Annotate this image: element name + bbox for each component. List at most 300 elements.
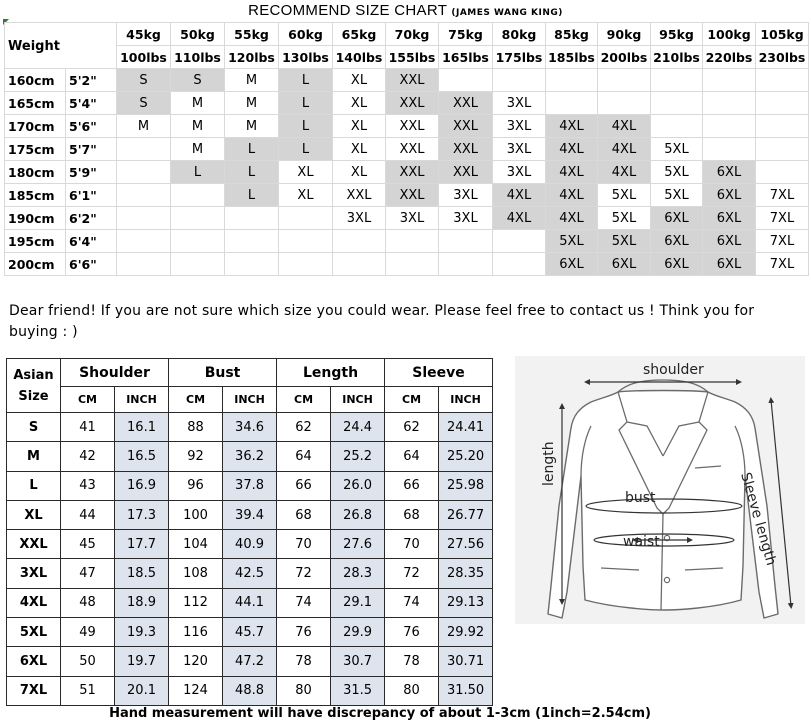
kg-header: 75kg bbox=[439, 23, 493, 46]
size-cell: L bbox=[171, 161, 225, 184]
length-label: length bbox=[541, 441, 557, 486]
size-cell: L bbox=[279, 69, 333, 92]
size-cell: L bbox=[279, 92, 333, 115]
size-cell: M bbox=[225, 115, 279, 138]
measurement-value: 104 bbox=[169, 530, 223, 559]
size-name: 4XL bbox=[7, 588, 61, 617]
measurement-value: 27.6 bbox=[331, 530, 385, 559]
size-chart-row bbox=[5, 92, 809, 115]
measurement-row bbox=[7, 618, 493, 647]
height-ft: 5'6" bbox=[66, 115, 117, 138]
chart-title bbox=[0, 0, 811, 22]
size-cell: XXL bbox=[333, 184, 386, 207]
measurement-value: 68 bbox=[277, 500, 331, 529]
lbs-header: 140lbs bbox=[333, 46, 386, 69]
measurement-value: 17.3 bbox=[115, 500, 169, 529]
size-cell: 7XL bbox=[756, 230, 809, 253]
measurement-row bbox=[7, 647, 493, 676]
measurement-value: 120 bbox=[169, 647, 223, 676]
size-chart-row bbox=[5, 207, 809, 230]
height-ft: 6'1" bbox=[66, 184, 117, 207]
size-cell bbox=[386, 230, 439, 253]
measurement-value: 68 bbox=[385, 500, 439, 529]
height-cm: 175cm bbox=[5, 138, 66, 161]
size-cell: 4XL bbox=[493, 207, 546, 230]
size-cell bbox=[703, 92, 756, 115]
size-cell bbox=[439, 69, 493, 92]
size-cell: S bbox=[117, 69, 171, 92]
height-ft: 5'2" bbox=[66, 69, 117, 92]
height-cm: 195cm bbox=[5, 230, 66, 253]
size-cell: 3XL bbox=[386, 207, 439, 230]
size-cell bbox=[493, 69, 546, 92]
size-cell: 5XL bbox=[651, 184, 703, 207]
height-ft: 6'6" bbox=[66, 253, 117, 276]
kg-header: 50kg bbox=[171, 23, 225, 46]
shoulder-inch-header: INCH bbox=[115, 387, 169, 413]
size-chart-row bbox=[5, 184, 809, 207]
size-cell: 3XL bbox=[333, 207, 386, 230]
size-cell: L bbox=[279, 138, 333, 161]
measurement-value: 16.5 bbox=[115, 442, 169, 471]
size-name: 5XL bbox=[7, 618, 61, 647]
size-cell: 4XL bbox=[598, 161, 651, 184]
jacket-measurement-diagram bbox=[515, 356, 805, 624]
size-chart-row bbox=[5, 115, 809, 138]
size-cell: XXL bbox=[386, 115, 439, 138]
height-cm: 165cm bbox=[5, 92, 66, 115]
measurement-row bbox=[7, 471, 493, 500]
size-cell bbox=[598, 69, 651, 92]
measurement-value: 80 bbox=[385, 676, 439, 705]
lbs-header: 155lbs bbox=[386, 46, 439, 69]
size-cell bbox=[651, 69, 703, 92]
measurement-value: 100 bbox=[169, 500, 223, 529]
measurement-value: 29.13 bbox=[439, 588, 493, 617]
kg-header: 55kg bbox=[225, 23, 279, 46]
measurement-value: 25.2 bbox=[331, 442, 385, 471]
size-cell: L bbox=[225, 184, 279, 207]
lbs-header: 110lbs bbox=[171, 46, 225, 69]
measurement-value: 30.7 bbox=[331, 647, 385, 676]
contact-note: Dear friend! If you are not sure which size you could wear. Please feel free to contact us ! Think you for buying : ) bbox=[9, 303, 755, 340]
size-cell bbox=[333, 253, 386, 276]
sleeve-inch-header: INCH bbox=[439, 387, 493, 413]
measurement-value: 116 bbox=[169, 618, 223, 647]
measurement-value: 51 bbox=[61, 676, 115, 705]
height-ft: 5'4" bbox=[66, 92, 117, 115]
height-cm: 160cm bbox=[5, 69, 66, 92]
size-cell bbox=[386, 253, 439, 276]
size-cell: 6XL bbox=[703, 207, 756, 230]
measurement-value: 28.35 bbox=[439, 559, 493, 588]
measurement-value: 92 bbox=[169, 442, 223, 471]
measurement-value: 76 bbox=[385, 618, 439, 647]
measurement-value: 25.98 bbox=[439, 471, 493, 500]
measurement-value: 30.71 bbox=[439, 647, 493, 676]
measurement-value: 64 bbox=[385, 442, 439, 471]
measurement-value: 50 bbox=[61, 647, 115, 676]
size-cell bbox=[651, 115, 703, 138]
size-cell: M bbox=[117, 115, 171, 138]
lbs-header: 100lbs bbox=[117, 46, 171, 69]
lbs-header: 230lbs bbox=[756, 46, 809, 69]
size-cell: 5XL bbox=[546, 230, 598, 253]
measurement-value: 19.7 bbox=[115, 647, 169, 676]
size-cell bbox=[225, 207, 279, 230]
measurement-value: 16.9 bbox=[115, 471, 169, 500]
jacket-illustration bbox=[515, 356, 805, 624]
size-cell: S bbox=[117, 92, 171, 115]
shoulder-header: Shoulder bbox=[61, 359, 169, 387]
kg-header: 100kg bbox=[703, 23, 756, 46]
measurement-value: 47 bbox=[61, 559, 115, 588]
size-cell bbox=[171, 184, 225, 207]
kg-header: 95kg bbox=[651, 23, 703, 46]
size-cell: 6XL bbox=[651, 253, 703, 276]
size-cell bbox=[493, 230, 546, 253]
size-cell bbox=[546, 69, 598, 92]
measurement-value: 49 bbox=[61, 618, 115, 647]
size-cell bbox=[171, 207, 225, 230]
measurement-value: 25.20 bbox=[439, 442, 493, 471]
lbs-header: 185lbs bbox=[546, 46, 598, 69]
chart-title-brand: (JAMES WANG KING) bbox=[451, 8, 563, 18]
lbs-header: 120lbs bbox=[225, 46, 279, 69]
size-cell: 4XL bbox=[546, 207, 598, 230]
kg-header: 105kg bbox=[756, 23, 809, 46]
lbs-header: 220lbs bbox=[703, 46, 756, 69]
size-cell: L bbox=[225, 161, 279, 184]
size-cell: 4XL bbox=[546, 115, 598, 138]
size-cell: XL bbox=[333, 115, 386, 138]
size-cell bbox=[117, 138, 171, 161]
measurement-row bbox=[7, 530, 493, 559]
kg-header: 70kg bbox=[386, 23, 439, 46]
measurement-value: 43 bbox=[61, 471, 115, 500]
size-cell: 5XL bbox=[651, 161, 703, 184]
size-cell bbox=[279, 207, 333, 230]
measurement-value: 72 bbox=[277, 559, 331, 588]
sleeve-cm-header: CM bbox=[385, 387, 439, 413]
size-cell bbox=[703, 138, 756, 161]
size-name: M bbox=[7, 442, 61, 471]
measurement-value: 74 bbox=[277, 588, 331, 617]
kg-header: 90kg bbox=[598, 23, 651, 46]
size-cell: XL bbox=[333, 161, 386, 184]
lbs-header: 130lbs bbox=[279, 46, 333, 69]
measurement-row bbox=[7, 413, 493, 442]
size-cell: 3XL bbox=[439, 184, 493, 207]
size-cell bbox=[756, 161, 809, 184]
measurement-value: 40.9 bbox=[223, 530, 277, 559]
size-name: 7XL bbox=[7, 676, 61, 705]
measurement-value: 42.5 bbox=[223, 559, 277, 588]
size-cell: XL bbox=[333, 69, 386, 92]
height-ft: 5'9" bbox=[66, 161, 117, 184]
measurement-value: 41 bbox=[61, 413, 115, 442]
measurement-value: 31.50 bbox=[439, 676, 493, 705]
size-cell bbox=[493, 253, 546, 276]
measurement-value: 28.3 bbox=[331, 559, 385, 588]
measurement-value: 42 bbox=[61, 442, 115, 471]
size-cell: XXL bbox=[386, 92, 439, 115]
size-cell: XXL bbox=[386, 69, 439, 92]
size-cell: XXL bbox=[439, 138, 493, 161]
size-cell: XXL bbox=[439, 161, 493, 184]
size-name: XXL bbox=[7, 530, 61, 559]
sleeve-header: Sleeve bbox=[385, 359, 493, 387]
size-chart-row bbox=[5, 253, 809, 276]
measurement-value: 26.0 bbox=[331, 471, 385, 500]
size-cell: 6XL bbox=[651, 207, 703, 230]
size-cell bbox=[703, 69, 756, 92]
size-cell: 6XL bbox=[598, 253, 651, 276]
measurement-value: 29.9 bbox=[331, 618, 385, 647]
size-cell bbox=[117, 230, 171, 253]
measurement-row bbox=[7, 500, 493, 529]
measurement-value: 80 bbox=[277, 676, 331, 705]
shoulder-cm-header: CM bbox=[61, 387, 115, 413]
size-name: L bbox=[7, 471, 61, 500]
measurement-value: 45.7 bbox=[223, 618, 277, 647]
size-cell bbox=[225, 230, 279, 253]
bust-header: Bust bbox=[169, 359, 277, 387]
length-cm-header: CM bbox=[277, 387, 331, 413]
height-ft: 5'7" bbox=[66, 138, 117, 161]
shoulder-label: shoulder bbox=[643, 362, 704, 378]
size-cell: M bbox=[171, 138, 225, 161]
size-chart-row bbox=[5, 230, 809, 253]
height-cm: 190cm bbox=[5, 207, 66, 230]
bust-inch-header: INCH bbox=[223, 387, 277, 413]
waist-label: waist bbox=[623, 534, 660, 550]
measurement-value: 70 bbox=[277, 530, 331, 559]
lbs-header-row bbox=[5, 46, 809, 69]
size-cell: 5XL bbox=[598, 230, 651, 253]
size-cell: 5XL bbox=[651, 138, 703, 161]
size-cell: 6XL bbox=[703, 161, 756, 184]
measurement-value: 48 bbox=[61, 588, 115, 617]
lbs-header: 200lbs bbox=[598, 46, 651, 69]
measurement-value: 31.5 bbox=[331, 676, 385, 705]
size-cell: 5XL bbox=[598, 184, 651, 207]
size-cell: 3XL bbox=[493, 161, 546, 184]
size-cell bbox=[279, 253, 333, 276]
size-cell bbox=[756, 115, 809, 138]
sleeve-length-label: Sleeve length bbox=[737, 470, 779, 568]
measurement-value: 34.6 bbox=[223, 413, 277, 442]
measurement-value: 108 bbox=[169, 559, 223, 588]
kg-header-row bbox=[5, 23, 809, 46]
size-cell bbox=[546, 92, 598, 115]
asian-size-header: Asian Size bbox=[7, 359, 61, 413]
size-cell: XL bbox=[333, 138, 386, 161]
size-cell bbox=[333, 230, 386, 253]
bust-label: bust bbox=[625, 490, 656, 506]
size-cell: 7XL bbox=[756, 207, 809, 230]
size-cell: XXL bbox=[386, 161, 439, 184]
measurement-value: 74 bbox=[385, 588, 439, 617]
kg-header: 85kg bbox=[546, 23, 598, 46]
kg-header: 65kg bbox=[333, 23, 386, 46]
size-chart-row bbox=[5, 161, 809, 184]
measurement-value: 62 bbox=[385, 413, 439, 442]
measurement-value: 27.56 bbox=[439, 530, 493, 559]
measurement-value: 62 bbox=[277, 413, 331, 442]
size-cell bbox=[225, 253, 279, 276]
measurement-value: 18.9 bbox=[115, 588, 169, 617]
size-cell: M bbox=[225, 69, 279, 92]
measurement-value: 29.92 bbox=[439, 618, 493, 647]
size-cell bbox=[117, 253, 171, 276]
size-cell: XXL bbox=[386, 138, 439, 161]
measurement-value: 37.8 bbox=[223, 471, 277, 500]
size-cell: 6XL bbox=[703, 230, 756, 253]
size-cell bbox=[439, 230, 493, 253]
length-header: Length bbox=[277, 359, 385, 387]
measurement-value: 17.7 bbox=[115, 530, 169, 559]
size-cell bbox=[279, 230, 333, 253]
size-cell: 4XL bbox=[598, 115, 651, 138]
measurement-row bbox=[7, 559, 493, 588]
measurement-value: 44 bbox=[61, 500, 115, 529]
measurement-value: 16.1 bbox=[115, 413, 169, 442]
size-cell: XL bbox=[279, 161, 333, 184]
measurement-value: 36.2 bbox=[223, 442, 277, 471]
measurement-value: 112 bbox=[169, 588, 223, 617]
size-cell bbox=[703, 115, 756, 138]
lbs-header: 175lbs bbox=[493, 46, 546, 69]
height-cm: 200cm bbox=[5, 253, 66, 276]
measurement-value: 18.5 bbox=[115, 559, 169, 588]
size-cell: XXL bbox=[439, 92, 493, 115]
size-cell: XXL bbox=[439, 115, 493, 138]
size-cell: 6XL bbox=[546, 253, 598, 276]
size-cell bbox=[117, 184, 171, 207]
measurement-value: 20.1 bbox=[115, 676, 169, 705]
measurement-value: 96 bbox=[169, 471, 223, 500]
measurement-row bbox=[7, 588, 493, 617]
size-cell: 6XL bbox=[703, 184, 756, 207]
size-cell: 3XL bbox=[493, 138, 546, 161]
size-name: S bbox=[7, 413, 61, 442]
measurement-value: 44.1 bbox=[223, 588, 277, 617]
size-cell bbox=[439, 253, 493, 276]
size-name: 3XL bbox=[7, 559, 61, 588]
measurement-value: 48.8 bbox=[223, 676, 277, 705]
measurement-table bbox=[6, 358, 493, 706]
measurement-value: 64 bbox=[277, 442, 331, 471]
size-cell: 3XL bbox=[493, 115, 546, 138]
measurement-value: 24.41 bbox=[439, 413, 493, 442]
measurement-value: 78 bbox=[277, 647, 331, 676]
measurement-row bbox=[7, 676, 493, 705]
measurement-value: 24.4 bbox=[331, 413, 385, 442]
size-cell bbox=[756, 138, 809, 161]
height-ft: 6'4" bbox=[66, 230, 117, 253]
size-cell: XL bbox=[279, 184, 333, 207]
height-cm: 180cm bbox=[5, 161, 66, 184]
kg-header: 45kg bbox=[117, 23, 171, 46]
size-cell: 3XL bbox=[439, 207, 493, 230]
size-cell bbox=[117, 207, 171, 230]
footer-note: Hand measurement will have discrepancy of about 1-3cm (1inch=2.54cm) bbox=[109, 706, 651, 721]
measurement-value: 124 bbox=[169, 676, 223, 705]
kg-header: 80kg bbox=[493, 23, 546, 46]
height-cm: 185cm bbox=[5, 184, 66, 207]
height-cm: 170cm bbox=[5, 115, 66, 138]
measurement-value: 76 bbox=[277, 618, 331, 647]
size-cell: M bbox=[171, 115, 225, 138]
size-chart-table bbox=[4, 22, 809, 276]
measurement-value: 66 bbox=[277, 471, 331, 500]
lbs-header: 165lbs bbox=[439, 46, 493, 69]
chart-title-main: RECOMMEND SIZE CHART bbox=[248, 2, 447, 19]
size-cell: 4XL bbox=[546, 184, 598, 207]
measurement-value: 26.8 bbox=[331, 500, 385, 529]
weight-label: Weight bbox=[5, 23, 117, 69]
size-cell bbox=[756, 92, 809, 115]
size-cell: M bbox=[171, 92, 225, 115]
bust-cm-header: CM bbox=[169, 387, 223, 413]
measurement-value: 26.77 bbox=[439, 500, 493, 529]
height-ft: 6'2" bbox=[66, 207, 117, 230]
size-cell bbox=[651, 92, 703, 115]
measurement-value: 19.3 bbox=[115, 618, 169, 647]
size-chart-row bbox=[5, 138, 809, 161]
measurement-value: 72 bbox=[385, 559, 439, 588]
size-cell: XL bbox=[333, 92, 386, 115]
size-cell: 3XL bbox=[493, 92, 546, 115]
size-cell: L bbox=[225, 138, 279, 161]
measurement-value: 88 bbox=[169, 413, 223, 442]
size-cell: 6XL bbox=[703, 253, 756, 276]
measurement-value: 45 bbox=[61, 530, 115, 559]
measurement-value: 29.1 bbox=[331, 588, 385, 617]
size-name: XL bbox=[7, 500, 61, 529]
size-name: 6XL bbox=[7, 647, 61, 676]
size-cell bbox=[756, 69, 809, 92]
size-cell: 6XL bbox=[651, 230, 703, 253]
measurement-value: 66 bbox=[385, 471, 439, 500]
lbs-header: 210lbs bbox=[651, 46, 703, 69]
measurement-value: 78 bbox=[385, 647, 439, 676]
size-cell: L bbox=[279, 115, 333, 138]
size-cell: S bbox=[171, 69, 225, 92]
size-chart-row bbox=[5, 69, 809, 92]
kg-header: 60kg bbox=[279, 23, 333, 46]
size-cell: 4XL bbox=[493, 184, 546, 207]
size-cell bbox=[598, 92, 651, 115]
size-cell: 4XL bbox=[598, 138, 651, 161]
measurement-value: 47.2 bbox=[223, 647, 277, 676]
size-cell: M bbox=[225, 92, 279, 115]
measurement-value: 70 bbox=[385, 530, 439, 559]
size-cell: 5XL bbox=[598, 207, 651, 230]
size-cell bbox=[117, 161, 171, 184]
size-cell: 4XL bbox=[546, 138, 598, 161]
size-cell: 7XL bbox=[756, 184, 809, 207]
size-cell: XXL bbox=[386, 184, 439, 207]
measurement-value: 39.4 bbox=[223, 500, 277, 529]
length-inch-header: INCH bbox=[331, 387, 385, 413]
size-cell bbox=[171, 253, 225, 276]
size-cell: 4XL bbox=[546, 161, 598, 184]
measurement-row bbox=[7, 442, 493, 471]
size-cell: 7XL bbox=[756, 253, 809, 276]
size-cell bbox=[171, 230, 225, 253]
